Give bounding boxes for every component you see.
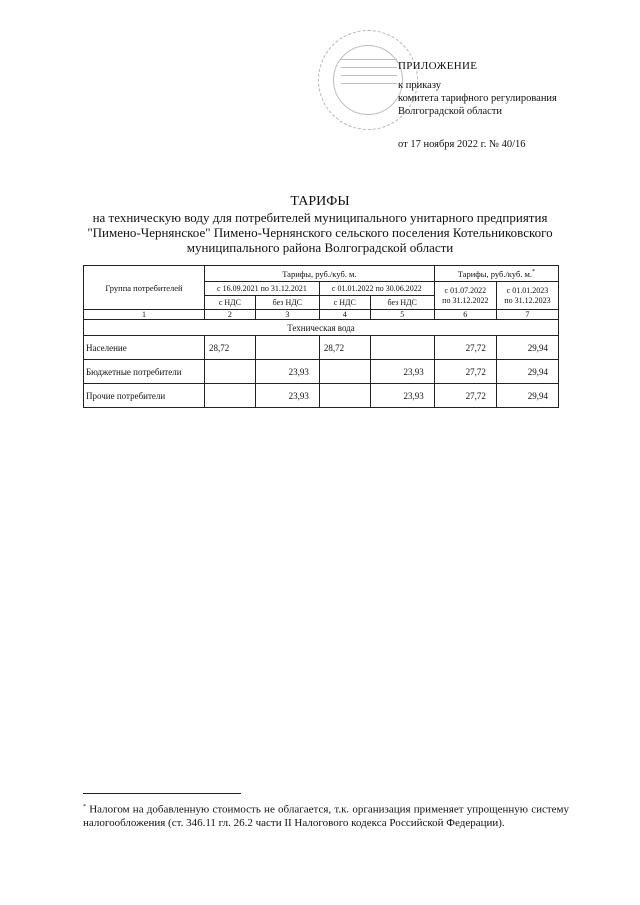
appendix-line-committee: комитета тарифного регулирования bbox=[398, 93, 557, 104]
period-2-header: с 01.01.2022 по 30.06.2022 bbox=[319, 282, 434, 296]
appendix-line-order: к приказу bbox=[398, 80, 441, 91]
col-with-vat-1: с НДС bbox=[205, 296, 256, 310]
tariff-cell bbox=[319, 384, 370, 408]
footnote-mark: * bbox=[532, 268, 536, 275]
footnote bbox=[83, 801, 569, 830]
tariff-cell: 23,93 bbox=[255, 384, 319, 408]
col-number: 3 bbox=[255, 310, 319, 320]
col-without-vat-2: без НДС bbox=[370, 296, 434, 310]
stamp-text-lines bbox=[341, 59, 397, 91]
document-title bbox=[40, 194, 600, 255]
appendix-line-region: Волгоградской области bbox=[398, 106, 503, 117]
period-1-header: с 16.09.2021 по 31.12.2021 bbox=[205, 282, 320, 296]
appendix-header bbox=[398, 60, 557, 151]
section-row bbox=[84, 320, 559, 336]
tariff-cell bbox=[255, 336, 319, 360]
tariff-cell: 27,72 bbox=[434, 336, 496, 360]
col-number: 6 bbox=[434, 310, 496, 320]
tariff-cell: 28,72 bbox=[319, 336, 370, 360]
column-numbers-row bbox=[84, 310, 559, 320]
consumer-group: Население bbox=[84, 336, 205, 360]
col-number: 5 bbox=[370, 310, 434, 320]
col-number: 7 bbox=[496, 310, 558, 320]
footnote-mark: * bbox=[83, 804, 86, 810]
tariff-cell: 29,94 bbox=[496, 384, 558, 408]
tariff-cell: 27,72 bbox=[434, 360, 496, 384]
title-line-2: "Пимено-Чернянское" Пимено-Чернянского сельского поселения Котельниковского bbox=[87, 225, 553, 240]
consumer-group: Бюджетные потребители bbox=[84, 360, 205, 384]
tariff-cell: 29,94 bbox=[496, 336, 558, 360]
period-3-header: с 01.07.2022 по 31.12.2022 bbox=[434, 282, 496, 310]
table-row bbox=[84, 336, 559, 360]
tariff-cell bbox=[319, 360, 370, 384]
footnote-divider bbox=[83, 793, 241, 794]
tariff-cell: 28,72 bbox=[205, 336, 256, 360]
period-4-header: с 01.01.2023 по 31.12.2023 bbox=[496, 282, 558, 310]
group-header: Группа потребителей bbox=[84, 266, 205, 310]
consumer-group: Прочие потребители bbox=[84, 384, 205, 408]
tariff-cell bbox=[205, 384, 256, 408]
tariff-cell: 29,94 bbox=[496, 360, 558, 384]
table-row bbox=[84, 360, 559, 384]
tariff-cell bbox=[205, 360, 256, 384]
col-number: 1 bbox=[84, 310, 205, 320]
appendix-order-date: от 17 ноября 2022 г. № 40/16 bbox=[398, 139, 526, 150]
col-without-vat-1: без НДС bbox=[255, 296, 319, 310]
tariff-cell: 23,93 bbox=[370, 384, 434, 408]
footnote-text: Налогом на добавленную стоимость не облагается, т.к. организация применяет упрощенную систему налогообложения (ст. 346.11 гл. 26.2 части II Налогового кодекса Российской Федерации). bbox=[83, 803, 569, 829]
col-with-vat-2: с НДС bbox=[319, 296, 370, 310]
tariff-cell: 23,93 bbox=[255, 360, 319, 384]
tariff-cell: 23,93 bbox=[370, 360, 434, 384]
col-number: 4 bbox=[319, 310, 370, 320]
title-line-1: на техническую воду для потребителей муниципального унитарного предприятия bbox=[92, 210, 548, 225]
section-title: Техническая вода bbox=[84, 320, 559, 336]
tariffs-header-main: Тарифы, руб./куб. м. bbox=[205, 266, 435, 282]
title-line-3: муниципального района Волгоградской области bbox=[186, 240, 454, 255]
tariff-cell bbox=[370, 336, 434, 360]
col-number: 2 bbox=[205, 310, 256, 320]
title-heading: ТАРИФЫ bbox=[290, 194, 350, 209]
tariff-cell: 27,72 bbox=[434, 384, 496, 408]
tariffs-table bbox=[83, 265, 559, 408]
tariffs-header-secondary: Тарифы, руб./куб. м.* bbox=[434, 266, 558, 282]
table-row bbox=[84, 384, 559, 408]
appendix-label: ПРИЛОЖЕНИЕ bbox=[398, 60, 478, 72]
